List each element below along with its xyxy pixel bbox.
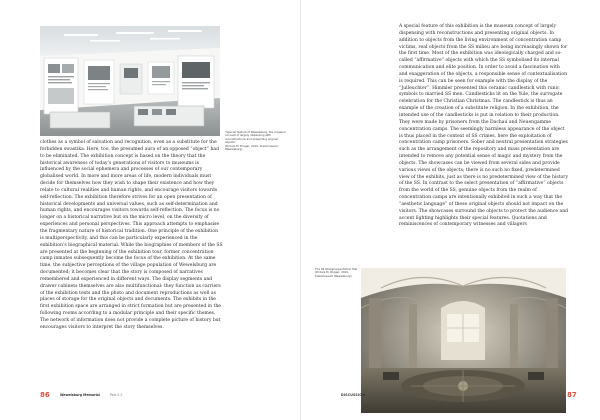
page-number-left: 86 [40, 391, 50, 399]
left-body-text [40, 140, 223, 332]
top-photo-caption: "Special feature of Wewelsburg: the museum concept of largely dispensing with reconstructions and presenting original objects" (Picture M. Dreger, 2010, Kreismuseum Wewelsburg) [225, 130, 286, 152]
page-number-right: 87 [567, 391, 577, 399]
bottom-photo-caption: The SS Obergruppenführer Hall (Picture M. Dreger, 2010, Kreismuseum Wewelsburg) [315, 267, 358, 278]
right-page [300, 0, 600, 420]
running-title-right: DISCUSSION [341, 393, 366, 397]
running-title-left: Wewelsburg Memorial [60, 393, 100, 397]
left-body-paragraph: clothes as a symbol of salvation and recognition, even as a substitute for the forbidden swastika. Here, too, the presumed aura of an opposed “object” had to be eliminated. The exhibition concept is based on the theory that the historical awareness of today’s generations of visitors to museums is influenced by the social ephemera and processes of our contemporary globalised world. In more and more areas of life, modern individuals must decide for themselves how they wish to shape their existence and how they relate to cultural realities and human rights, and encourage visitors towards self-reflection. The exhibition therefore strives for an open presentation of historical developments and universal values, such as self-determination and human rights, and encourages visitors towards self-reflection. The focus is no longer on a historical narrative but on the micro level, on the diversity of experiences and personal perspectives. This approach attempts to emphasise the fragmentary nature of historical tradition. One principle of the exhibition is multiperspectivity, and this can be particularly experienced in the exhibition’s biographical material. While the biographies of members of the SS are presented at the beginning of the exhibition tour, former concentration camp inmates subsequently become the focus of the exhibition. At the same time, the subjective perceptions of the village population of Wewelsburg are documented; it becomes clear that the story is composed of narratives remembered and experienced in different ways. The display segments and drawer cabinets themselves are also multifunctional: they function as carriers of the exhibition texts and the photo and document reproductions as well as places of storage for the original objects and documents. The exhibits in the first exhibition space are arranged in strict formation but are presented in the following rooms according to a modular principle and their specific themes. The network of information does not provide a complete picture of history but encourages visitors to interpret the story themselves. [40, 140, 223, 330]
vaulted-hall-photo [361, 268, 566, 413]
exhibition-room-photo [40, 26, 220, 136]
running-subtitle-left: Part 2.2 [110, 393, 123, 397]
right-body-paragraph: A special feature of this exhibition is the museum concept of largely dispensing with reconstructions and presenting original objects. In addition to objects from the living environment of concentration camp victims, real objects from the SS milieu are being increasingly shown for the first time. Most of the exhibition was ideologically charged and so-called “affirmative” objects with which the SS symbolised its internal communication and elite position. In order to avoid a fascination with and exaggeration of the objects, a responsible sense of contextualisation is required. This can be seen for example with the display of the “Julleuchter”. Himmler presented this ceramic candlestick with runic symbols to married SS men. Candlesticks lit on the Yule, the surrogate celebration for the Christian Christmas. The candlestick is thus an example of the creation of a substitute religion. In the exhibition, the intended use of the candlesticks is put in relation to their production. They were made by prisoners from the Dachau and Neuengamme concentration camps. The seemingly harmless appearance of the object is thus placed in the context of SS crimes, here the exploitation of concentration camp prisoners. Sober and neutral presentation strategies such as the arrangement of the repository and mass presentation are intended to remove any potential sense of magic and mystery from the objects. The showcases can be viewed from several sides and provide various views of the objects; there is no such no fixed, predetermined view of the exhibits, just as there is no predetermined view of the history of the SS. In contrast to the select presentation of “affirmative” objects from the world of the SS, genuine objects from the realm of concentration camps are intentionally exhibited in such a way that the “aesthetic language” of these original objects should not impact on the visitors. The showcases surround the objects to protect the audience and accent lighting highlights their special features. Quotations and reminiscences of contemporary witnesses and villagers [399, 24, 569, 228]
right-body-text [399, 24, 569, 229]
